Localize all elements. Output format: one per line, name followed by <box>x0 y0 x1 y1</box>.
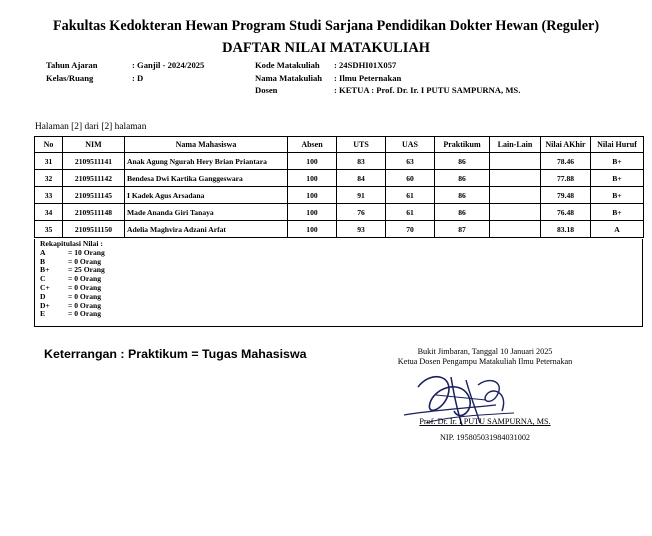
dosen-value: : KETUA : Prof. Dr. Ir. I PUTU SAMPURNA, MS. <box>334 85 521 95</box>
recap-box <box>34 239 643 327</box>
cell-uts: 83 <box>337 153 386 170</box>
cell-nilai-huruf: B+ <box>591 204 644 221</box>
recap-count: = 0 Orang <box>68 274 102 284</box>
cell-uts: 91 <box>337 187 386 204</box>
col-absen: Absen <box>288 137 337 153</box>
cell-absen: 100 <box>288 170 337 187</box>
table-row <box>35 187 644 204</box>
recap-count: = 0 Orang <box>68 256 102 266</box>
cell-lain <box>490 170 541 187</box>
recap-count: = 0 Orang <box>68 300 102 310</box>
nama-value: : Ilmu Peternakan <box>334 72 402 83</box>
signature-place-date: Bukit Jimbaran, Tanggal 10 Januari 2025 <box>417 347 553 356</box>
cell-praktikum: 86 <box>435 170 490 187</box>
cell-nilai-akhir: 83.18 <box>541 221 591 238</box>
cell-no: 31 <box>35 153 63 170</box>
recap-grade: C+ <box>40 282 50 292</box>
col-nama: Nama Mahasiswa <box>125 137 288 153</box>
cell-nama: Bendesa Dwi Kartika Ganggeswara <box>125 170 288 187</box>
cell-lain <box>490 221 541 238</box>
cell-nilai-huruf: A <box>591 221 644 238</box>
cell-uas: 61 <box>386 204 435 221</box>
cell-no: 35 <box>35 221 63 238</box>
table-row <box>35 170 644 187</box>
cell-nilai-akhir: 79.48 <box>541 187 591 204</box>
tahun-value: : Ganjil - 2024/2025 <box>132 60 205 70</box>
cell-no: 32 <box>35 170 63 187</box>
cell-nilai-huruf: B+ <box>591 170 644 187</box>
kelas-value: : D <box>132 72 144 83</box>
kelas-label: Kelas/Ruang <box>46 72 94 83</box>
recap-item-e <box>40 310 105 319</box>
col-nim: NIM <box>63 137 125 153</box>
cell-uas: 63 <box>386 153 435 170</box>
col-no: No <box>35 137 63 153</box>
recap-grade: D+ <box>40 300 50 310</box>
meta-left-values <box>132 59 204 84</box>
cell-uts: 93 <box>337 221 386 238</box>
table-row <box>35 204 644 221</box>
cell-nim: 2109511142 <box>63 170 125 187</box>
tahun-label: Tahun Ajaran <box>46 60 98 70</box>
document-title: DAFTAR NILAI MATAKULIAH <box>222 40 430 56</box>
cell-no: 33 <box>35 187 63 204</box>
recap-count: = 0 Orang <box>68 282 102 292</box>
recap-count: = 10 Orang <box>68 247 105 257</box>
col-nilai-huruf: Nilai Huruf <box>591 137 644 153</box>
cell-uts: 76 <box>337 204 386 221</box>
nama-label: Nama Matakuliah <box>255 72 323 83</box>
cell-uts: 84 <box>337 170 386 187</box>
signature-role: Ketua Dosen Pengampu Matakuliah Ilmu Peternakan <box>397 357 573 366</box>
cell-nilai-akhir: 76.48 <box>541 204 591 221</box>
col-uts: UTS <box>337 137 386 153</box>
cell-uas: 60 <box>386 170 435 187</box>
recap-grade: A <box>40 247 46 257</box>
meta-left-labels <box>46 59 98 84</box>
cell-nama: I Kadek Agus Arsadana <box>125 187 288 204</box>
cell-praktikum: 86 <box>435 204 490 221</box>
meta-right-labels <box>255 59 322 97</box>
cell-lain <box>490 187 541 204</box>
cell-lain <box>490 153 541 170</box>
institution-title: Fakultas Kedokteran Hewan Program Studi Sarjana Pendidikan Dokter Hewan (Reguler) <box>52 18 600 34</box>
dosen-label: Dosen <box>255 85 278 95</box>
recap-grade: B+ <box>40 265 50 275</box>
signature-nip: NIP. 195805031984031002 <box>439 433 531 442</box>
recap-count: = 0 Orang <box>68 309 102 319</box>
kode-label: Kode Matakuliah <box>255 60 320 70</box>
page-indicator: Halaman [2] dari [2] halaman <box>35 122 147 132</box>
meta-right-values <box>334 59 520 97</box>
recap-title: Rekapitulasi Nilai : <box>40 239 103 248</box>
grades-table <box>34 136 644 238</box>
cell-absen: 100 <box>288 204 337 221</box>
cell-no: 34 <box>35 204 63 221</box>
recap-count: = 25 Orang <box>68 265 105 275</box>
table-row <box>35 153 644 170</box>
col-uas: UAS <box>386 137 435 153</box>
cell-praktikum: 86 <box>435 187 490 204</box>
table-header-row <box>35 137 644 153</box>
cell-uas: 70 <box>386 221 435 238</box>
kode-value: : 24SDHI01X057 <box>334 60 397 70</box>
recap-summary <box>40 240 105 319</box>
cell-absen: 100 <box>288 221 337 238</box>
col-nilai-akhir: Nilai AKhir <box>541 137 591 153</box>
cell-nim: 2109511148 <box>63 204 125 221</box>
recap-grade: B <box>40 256 46 266</box>
cell-nim: 2109511150 <box>63 221 125 238</box>
cell-lain <box>490 204 541 221</box>
cell-praktikum: 87 <box>435 221 490 238</box>
cell-uas: 61 <box>386 187 435 204</box>
cell-nama: Anak Agung Ngurah Hery Brian Priantara <box>125 153 288 170</box>
table-row <box>35 221 644 238</box>
recap-grade: E <box>40 309 46 319</box>
cell-nim: 2109511141 <box>63 153 125 170</box>
cell-nilai-akhir: 78.46 <box>541 153 591 170</box>
cell-nilai-huruf: B+ <box>591 187 644 204</box>
cell-nim: 2109511145 <box>63 187 125 204</box>
cell-absen: 100 <box>288 187 337 204</box>
col-praktikum: Praktikum <box>435 137 490 153</box>
cell-nilai-huruf: B+ <box>591 153 644 170</box>
cell-nama: Adelia Maghvira Adzani Arfat <box>125 221 288 238</box>
cell-absen: 100 <box>288 153 337 170</box>
col-lain: Lain-Lain <box>490 137 541 153</box>
signature-name: Prof. Dr. Ir. I PUTU SAMPURNA, MS. <box>419 417 551 426</box>
keterangan-note: Keterrangan : Praktikum = Tugas Mahasiswa <box>44 347 307 361</box>
cell-nilai-akhir: 77.88 <box>541 170 591 187</box>
recap-grade: D <box>40 291 46 301</box>
cell-nama: Made Ananda Giri Tanaya <box>125 204 288 221</box>
cell-praktikum: 86 <box>435 153 490 170</box>
recap-grade: C <box>40 274 46 284</box>
recap-count: = 0 Orang <box>68 291 102 301</box>
